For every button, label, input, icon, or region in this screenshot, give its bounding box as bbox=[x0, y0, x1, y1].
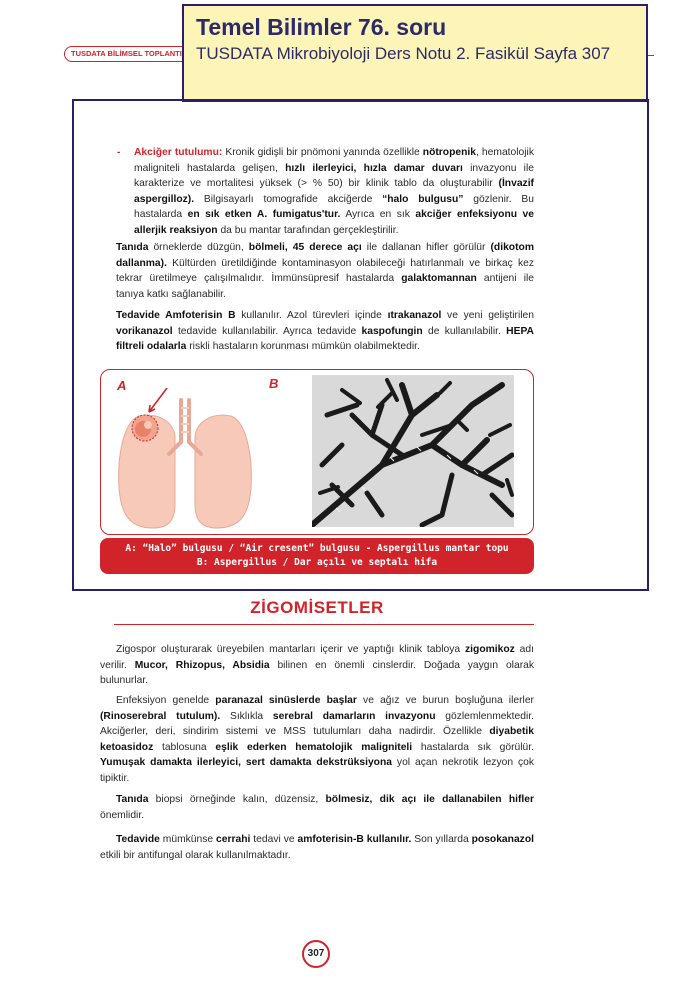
aspergillus-figure bbox=[100, 369, 534, 535]
aspergillus-microscopy-photo bbox=[312, 375, 514, 527]
question-title-box bbox=[182, 4, 648, 102]
zygomycetes-infection-paragraph: Enfeksiyon genelde paranazal sinüslerde başlar ve ağız ve burun boşluğuna ilerler (Rinoserebral tutulum). Sıklıkla serebral damarların invazyonu gözlemlenmektedir. Akciğerler, deri, sindirim sistemi ve MSS tutulumları daha nadirdir. Özellikle diyabetik ketoasidoz tablosuna eşlik ederken hematolojik maligniteli hastalarda sık görülür. Yumuşak damakta ilerleyici, sert damakta dekstrüksiyona yol açan nekrotik lezyon çok tipiktir. bbox=[100, 695, 535, 784]
page-number: 307 bbox=[302, 940, 330, 968]
zygomycetes-intro-paragraph: Zigospor oluşturarak üreyebilen mantarları içerir ve yaptığı klinik tabloya zigomikoz adı verilir. Mucor, Rhizopus, Absidia bilinen en önemli cinslerdir. Doğada yaygın olarak bulunurlar. bbox=[100, 644, 535, 686]
caption-line-b: B: Aspergillus / Dar açılı ve septalı hifa bbox=[196, 557, 438, 568]
section-rule bbox=[114, 624, 534, 625]
halo-lesion bbox=[132, 415, 158, 441]
running-header-label: TUSDATA BİLİMSEL TOPLANTI bbox=[64, 46, 194, 62]
figure-label-b: B bbox=[269, 376, 279, 391]
question-source: TUSDATA Mikrobiyoloji Ders Notu 2. Fasikül Sayfa 307 bbox=[196, 44, 611, 63]
caption-line-a: A: “Halo” bulgusu / “Air cresent” bulgusu - Aspergillus mantar topu bbox=[125, 543, 509, 554]
figure-label-a: A bbox=[117, 378, 127, 393]
zygomycetes-diagnosis-paragraph: Tanıda biopsi örneğinde kalın, düzensiz, bölmesiz, dik açı ile dallanabilen hifler önemlidir. bbox=[100, 794, 534, 821]
lung-halo-illustration bbox=[109, 388, 269, 532]
diagnosis-paragraph: Tanıda örneklerde düzgün, bölmeli, 45 derece açı ile dallanan hifler görülür (dikotom dallanma). Kültürden üretildiğinde kontaminasyon olabileceği hatırlanmalı ve birkaç kez tekrar üretilmeye çalışılmalıdır. İmmünsüpresif hastalarda galaktomannan antijeni ile tanıya katkı sağlanabilir. bbox=[116, 242, 535, 300]
section-title: ZİGOMİSETLER bbox=[250, 598, 384, 617]
treatment-paragraph: Tedavide Amfoterisin B kullanılır. Azol türevleri içinde ıtrakanazol ve yeni geliştirilen vorikanazol tedavide kullanılabilir. Ayrıca tedavide kaspofungin de kullanılabilir. HEPA filtreli odalarla riskli hastaların korunması mümkün olabilmektedir. bbox=[116, 310, 534, 352]
bullet-dash: - bbox=[117, 147, 121, 158]
zygomycetes-treatment-paragraph: Tedavide mümkünse cerrahi tedavi ve amfoterisin-B kullanılır. Son yıllarda posokanazol etkili bir antifungal olarak kullanılmaktadır. bbox=[100, 834, 534, 861]
lung-involvement-paragraph: - Akciğer tutulumu: Kronik gidişli bir pnömoni yanında özellikle nötropenik, hematolojik maligniteli hastalarda gelişen, hızlı ilerleyici, hızla damar duvarı invazyonu ile karakterize ve mortalitesi yüksek (> % 50) bir klinik tablo da oluşturabilir (İnvazif aspergilloz). Bilgisayarlı tomografide akciğerde “halo bulgusu” gözlenir. Bu hastalarda en sık etken A. fumigatus'tur. Ayrıca en sık akciğer enfeksiyonu ve allerjik reaksiyon da bu mantar tarafından gerçekleştirilir. bbox=[117, 147, 534, 236]
question-title: Temel Bilimler 76. soru bbox=[196, 14, 447, 40]
figure-caption bbox=[100, 538, 534, 574]
